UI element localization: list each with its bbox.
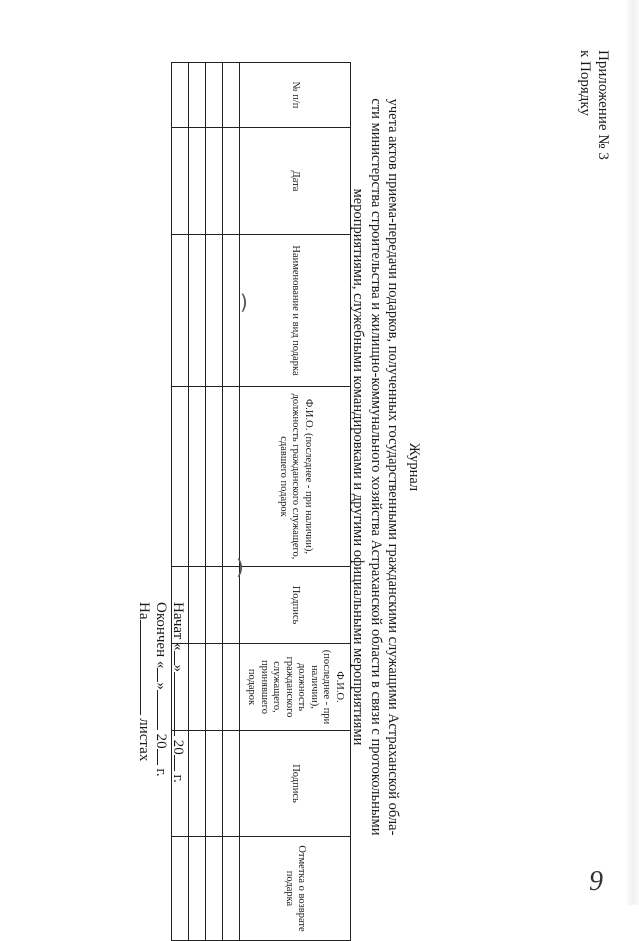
- table-cell: [172, 837, 189, 941]
- sheets-label: На: [136, 602, 152, 620]
- table-cell: [223, 644, 240, 731]
- document-title: [349, 87, 422, 847]
- table-cell: [223, 837, 240, 941]
- finished-suffix: г.: [153, 768, 169, 777]
- column-header-number: № п/п: [240, 63, 351, 128]
- table-cell: [172, 235, 189, 387]
- table-header-row: [240, 63, 351, 941]
- table-cell: [223, 387, 240, 567]
- table-cell: [206, 837, 223, 941]
- appendix-line-2: к Порядку: [577, 50, 593, 116]
- table-cell: [189, 128, 206, 235]
- started-close: »: [170, 664, 186, 673]
- table-cell: [189, 731, 206, 837]
- table-body: [172, 63, 240, 941]
- journal-table: [171, 62, 351, 941]
- started-year: 20: [170, 739, 186, 755]
- started-line: [169, 602, 188, 783]
- sheets-suffix: листах: [136, 718, 152, 762]
- table-cell: [172, 128, 189, 235]
- table-cell: [172, 63, 189, 128]
- table-cell: [206, 63, 223, 128]
- started-suffix: г.: [170, 774, 186, 783]
- column-header-giver-signature: Подпись: [240, 567, 351, 644]
- table-cell: [206, 128, 223, 235]
- table-cell: [189, 387, 206, 567]
- title-line-3: мероприятиями, служебными командировками и другими официальными мероприятиями: [350, 188, 367, 746]
- column-header-receiver-signature: Подпись: [240, 731, 351, 837]
- sheets-line: [135, 602, 154, 761]
- table-cell: [223, 63, 240, 128]
- title-heading: Журнал: [406, 442, 422, 492]
- table-cell: [223, 235, 240, 387]
- table-cell: [206, 567, 223, 644]
- table-row: [206, 63, 223, 941]
- appendix-line-1: Приложение № 3: [595, 50, 611, 160]
- finished-line: [152, 602, 171, 777]
- column-header-date: Дата: [240, 128, 351, 235]
- appendix-label: [576, 50, 612, 160]
- finished-close: »: [153, 682, 169, 690]
- table-cell: [189, 837, 206, 941]
- table-row: [172, 63, 189, 941]
- title-line-2: сти министерства строительства и жилищно-коммунального хозяйства Астраханской области в связи с протокольными: [368, 98, 384, 836]
- table-row: [189, 63, 206, 941]
- table-cell: [206, 731, 223, 837]
- table-cell: [206, 644, 223, 731]
- finished-label: Окончен «: [153, 602, 169, 669]
- table-cell: [189, 235, 206, 387]
- paper-crease-mark-bottom: ): [236, 555, 244, 579]
- paper-crease-mark-top: ): [240, 290, 248, 314]
- page-edge: [625, 0, 639, 905]
- table-row: [223, 63, 240, 941]
- table-cell: [223, 128, 240, 235]
- started-label: Начат «: [170, 602, 186, 651]
- table-cell: [189, 63, 206, 128]
- table-cell: [189, 644, 206, 731]
- table-cell: [189, 567, 206, 644]
- column-header-giver-name: Ф.И.О. (последнее - при наличии), должность гражданского служащего, сдавшего подарок: [240, 387, 351, 567]
- finished-year: 20: [153, 733, 169, 749]
- page-number: 9: [589, 866, 603, 897]
- table-cell: [206, 235, 223, 387]
- column-header-gift-name: Наименование и вид подарка: [240, 235, 351, 387]
- table-cell: [223, 731, 240, 837]
- table-cell: [206, 387, 223, 567]
- document-page: [20, 2, 620, 932]
- table-cell: [172, 387, 189, 567]
- title-line-1: учета актов приема-передачи подарков, полученных государственными гражданскими служащими Астраханской обла-: [385, 98, 402, 836]
- column-header-return-mark: Отметка о возврате подарка: [240, 837, 351, 941]
- column-header-receiver-name: Ф.И.О. (последнее - при наличии), должность гражданского служащего, принявшего подарок: [240, 644, 351, 731]
